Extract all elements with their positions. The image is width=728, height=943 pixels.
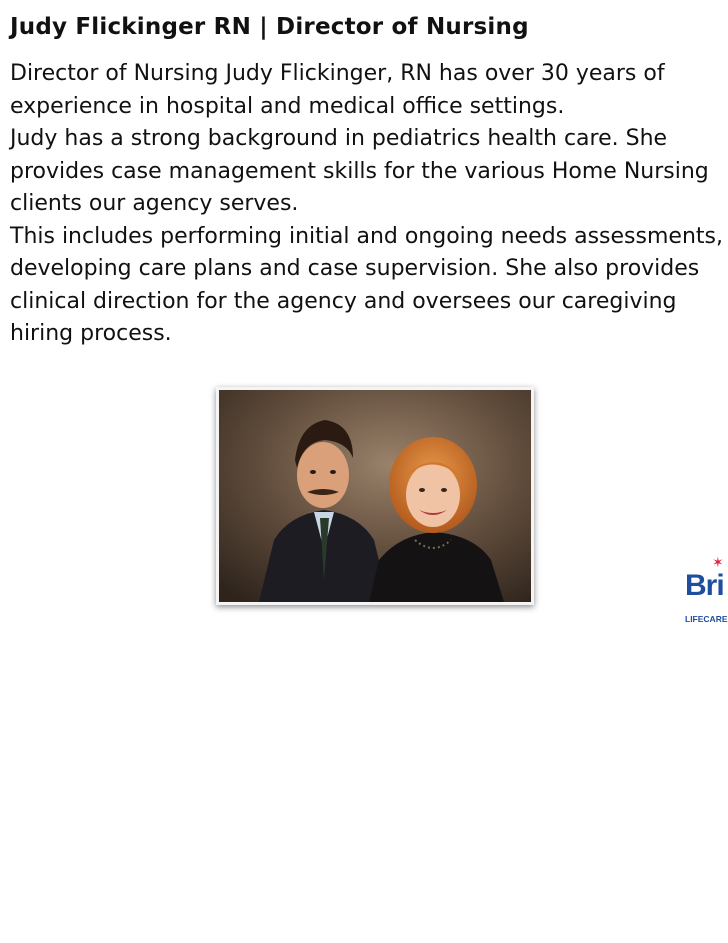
bio-line: clinical direction for the agency and oversees our caregiving (10, 288, 677, 314)
bio-line: clients our agency serves. (10, 191, 299, 216)
bio-line: This includes performing initial and ongoing needs assessments, (10, 223, 723, 249)
star-icon: ✶ (712, 555, 724, 571)
logo-tagline: LIFECARE (685, 614, 728, 624)
bio-paragraph (10, 58, 728, 351)
page-title: Judy Flickinger RN | Director of Nursing (10, 14, 529, 40)
portrait-photo-frame (216, 387, 534, 605)
portrait-photo (219, 390, 531, 602)
portrait-illustration (219, 390, 531, 602)
bio-line: developing care plans and case supervision. She also provides (10, 256, 700, 281)
bio-line: provides case management skills for the various Home Nursing (10, 158, 709, 184)
logo-brand-text: Bri (685, 569, 724, 602)
bio-line: Director of Nursing Judy Flickinger, RN has over 30 years of (10, 61, 665, 86)
bio-line: hiring process. (10, 321, 172, 346)
company-logo (683, 556, 728, 626)
bio-line: Judy has a strong background in pediatrics health care. She (10, 126, 668, 151)
bio-line: experience in hospital and medical office settings. (10, 93, 565, 119)
